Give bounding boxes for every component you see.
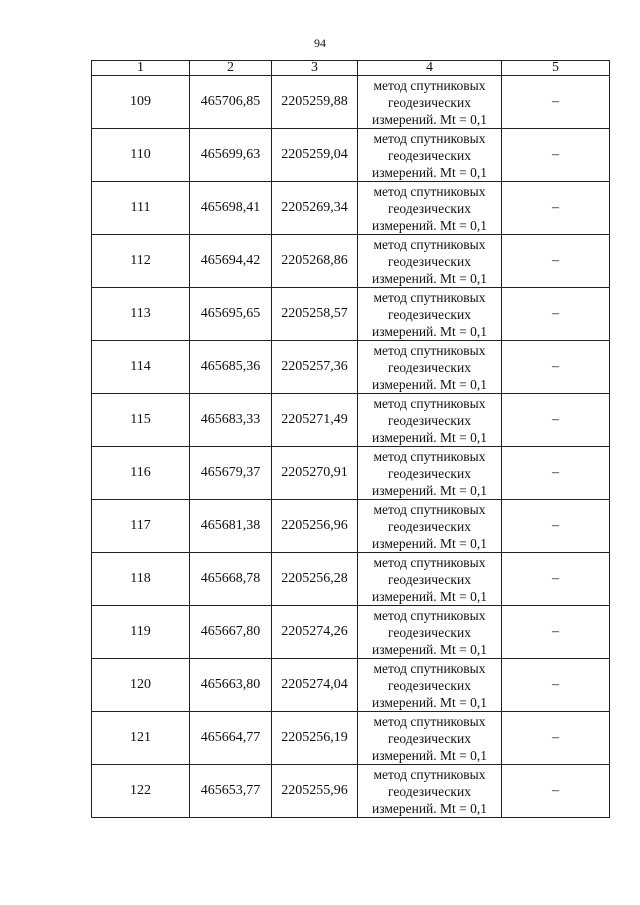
table-row <box>92 500 610 553</box>
note-cell: – <box>502 76 610 129</box>
x-coordinate-cell: 465699,63 <box>190 129 272 182</box>
method-line: метод спутниковых <box>373 130 486 146</box>
method-line: метод спутниковых <box>373 501 486 517</box>
y-coordinate-cell: 2205274,26 <box>272 606 358 659</box>
point-number-cell: 110 <box>92 129 190 182</box>
method-line: измерений. Mt = 0,1 <box>371 535 488 551</box>
method-cell <box>358 765 502 818</box>
y-coordinate-cell: 2205271,49 <box>272 394 358 447</box>
x-coordinate-cell: 465664,77 <box>190 712 272 765</box>
method-line: измерений. Mt = 0,1 <box>371 800 488 816</box>
x-coordinate-cell: 465667,80 <box>190 606 272 659</box>
method-line: геодезических <box>388 94 471 110</box>
point-number-cell: 116 <box>92 447 190 500</box>
method-line: метод спутниковых <box>373 713 486 729</box>
point-number-cell: 118 <box>92 553 190 606</box>
method-line: измерений. Mt = 0,1 <box>371 429 488 445</box>
table-row <box>92 129 610 182</box>
x-coordinate-cell: 465679,37 <box>190 447 272 500</box>
method-cell <box>358 182 502 235</box>
page-number: 94 <box>314 36 326 50</box>
x-coordinate-cell: 465698,41 <box>190 182 272 235</box>
x-coordinate-cell: 465653,77 <box>190 765 272 818</box>
point-number-cell: 112 <box>92 235 190 288</box>
table-row <box>92 659 610 712</box>
x-coordinate-cell: 465668,78 <box>190 553 272 606</box>
column-header-1: 1 <box>92 61 190 76</box>
column-header-2: 2 <box>190 61 272 76</box>
method-line: геодезических <box>388 359 471 375</box>
y-coordinate-cell: 2205256,19 <box>272 712 358 765</box>
y-coordinate-cell: 2205257,36 <box>272 341 358 394</box>
method-line: геодезических <box>388 677 471 693</box>
method-line: измерений. Mt = 0,1 <box>371 323 488 339</box>
note-cell: – <box>502 182 610 235</box>
point-number-cell: 120 <box>92 659 190 712</box>
method-line: метод спутниковых <box>373 554 486 570</box>
method-line: метод спутниковых <box>373 183 486 199</box>
column-header-5: 5 <box>502 61 610 76</box>
method-cell <box>358 129 502 182</box>
note-cell: – <box>502 765 610 818</box>
y-coordinate-cell: 2205268,86 <box>272 235 358 288</box>
method-cell <box>358 288 502 341</box>
y-coordinate-cell: 2205270,91 <box>272 447 358 500</box>
method-line: геодезических <box>388 465 471 481</box>
table-row <box>92 288 610 341</box>
method-cell <box>358 659 502 712</box>
table-row <box>92 447 610 500</box>
method-line: геодезических <box>388 783 471 799</box>
table-row <box>92 765 610 818</box>
point-number-cell: 113 <box>92 288 190 341</box>
method-line: метод спутниковых <box>373 342 486 358</box>
table-row <box>92 76 610 129</box>
note-cell: – <box>502 129 610 182</box>
method-line: измерений. Mt = 0,1 <box>371 641 488 657</box>
y-coordinate-cell: 2205259,88 <box>272 76 358 129</box>
y-coordinate-cell: 2205258,57 <box>272 288 358 341</box>
note-cell: – <box>502 659 610 712</box>
point-number-cell: 121 <box>92 712 190 765</box>
method-line: геодезических <box>388 306 471 322</box>
method-line: метод спутниковых <box>373 77 486 93</box>
y-coordinate-cell: 2205256,28 <box>272 553 358 606</box>
x-coordinate-cell: 465695,65 <box>190 288 272 341</box>
method-line: метод спутниковых <box>373 660 486 676</box>
y-coordinate-cell: 2205269,34 <box>272 182 358 235</box>
x-coordinate-cell: 465685,36 <box>190 341 272 394</box>
table-row <box>92 341 610 394</box>
method-line: метод спутниковых <box>373 766 486 782</box>
method-line: геодезических <box>388 412 471 428</box>
y-coordinate-cell: 2205256,96 <box>272 500 358 553</box>
method-cell <box>358 500 502 553</box>
y-coordinate-cell: 2205259,04 <box>272 129 358 182</box>
point-number-cell: 119 <box>92 606 190 659</box>
point-number-cell: 122 <box>92 765 190 818</box>
table-row <box>92 394 610 447</box>
method-line: измерений. Mt = 0,1 <box>371 376 488 392</box>
point-number-cell: 109 <box>92 76 190 129</box>
method-line: метод спутниковых <box>373 448 486 464</box>
y-coordinate-cell: 2205274,04 <box>272 659 358 712</box>
method-line: метод спутниковых <box>373 395 486 411</box>
note-cell: – <box>502 606 610 659</box>
method-line: геодезических <box>388 200 471 216</box>
table-row <box>92 553 610 606</box>
method-line: измерений. Mt = 0,1 <box>371 588 488 604</box>
note-cell: – <box>502 500 610 553</box>
x-coordinate-cell: 465706,85 <box>190 76 272 129</box>
method-line: геодезических <box>388 253 471 269</box>
method-line: геодезических <box>388 624 471 640</box>
point-number-cell: 115 <box>92 394 190 447</box>
method-line: метод спутниковых <box>373 236 486 252</box>
note-cell: – <box>502 553 610 606</box>
method-line: метод спутниковых <box>373 607 486 623</box>
method-line: измерений. Mt = 0,1 <box>371 270 488 286</box>
method-cell <box>358 341 502 394</box>
method-line: геодезических <box>388 571 471 587</box>
point-number-cell: 117 <box>92 500 190 553</box>
method-line: измерений. Mt = 0,1 <box>371 164 488 180</box>
method-line: измерений. Mt = 0,1 <box>371 694 488 710</box>
method-line: измерений. Mt = 0,1 <box>371 217 488 233</box>
point-number-cell: 111 <box>92 182 190 235</box>
method-cell <box>358 606 502 659</box>
table-row <box>92 712 610 765</box>
x-coordinate-cell: 465683,33 <box>190 394 272 447</box>
point-number-cell: 114 <box>92 341 190 394</box>
note-cell: – <box>502 288 610 341</box>
method-line: измерений. Mt = 0,1 <box>371 747 488 763</box>
note-cell: – <box>502 341 610 394</box>
method-line: метод спутниковых <box>373 289 486 305</box>
x-coordinate-cell: 465694,42 <box>190 235 272 288</box>
column-header-4: 4 <box>358 61 502 76</box>
note-cell: – <box>502 235 610 288</box>
table-row <box>92 606 610 659</box>
table-row <box>92 235 610 288</box>
method-line: геодезических <box>388 730 471 746</box>
note-cell: – <box>502 712 610 765</box>
note-cell: – <box>502 394 610 447</box>
method-cell <box>358 447 502 500</box>
table-row <box>92 182 610 235</box>
method-cell <box>358 76 502 129</box>
y-coordinate-cell: 2205255,96 <box>272 765 358 818</box>
column-header-3: 3 <box>272 61 358 76</box>
x-coordinate-cell: 465663,80 <box>190 659 272 712</box>
method-line: измерений. Mt = 0,1 <box>371 111 488 127</box>
note-cell: – <box>502 447 610 500</box>
method-cell <box>358 712 502 765</box>
method-cell <box>358 394 502 447</box>
x-coordinate-cell: 465681,38 <box>190 500 272 553</box>
table-header-row <box>92 61 610 76</box>
method-line: геодезических <box>388 518 471 534</box>
method-line: геодезических <box>388 147 471 163</box>
method-line: измерений. Mt = 0,1 <box>371 482 488 498</box>
method-cell <box>358 235 502 288</box>
method-cell <box>358 553 502 606</box>
coordinates-table <box>91 60 610 818</box>
